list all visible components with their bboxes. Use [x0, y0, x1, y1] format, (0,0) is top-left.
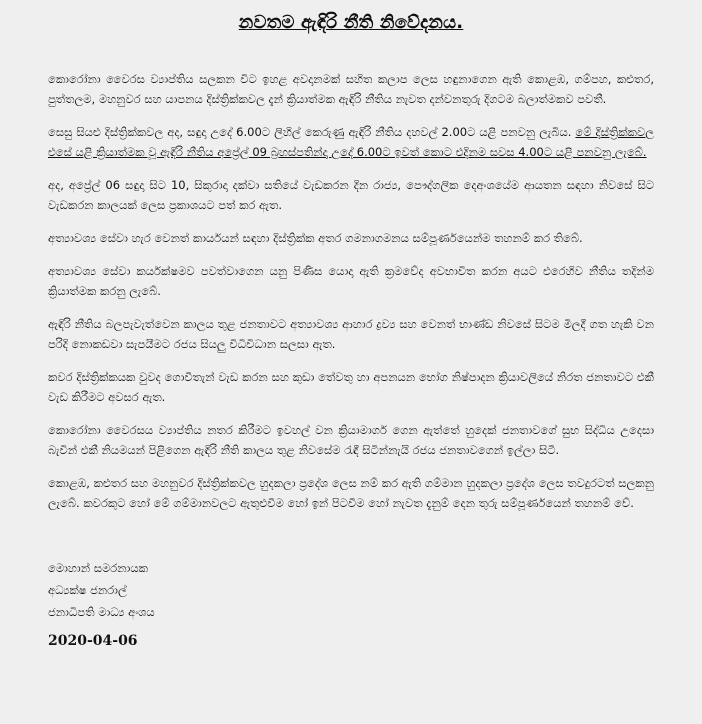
notice-date: 2020-04-06: [48, 633, 138, 649]
notice-title: නවතම ඇඳිරි නීති නිවේදනය.: [238, 12, 464, 33]
signature-department: ජනාධිපති මාධ්‍ය අංශය: [48, 605, 155, 619]
paragraph-travel-ban: අත්‍යාවශ්‍ය සේවා හැර වෙනත් කාර්යයන් සඳහා දිස්ත්‍රික්ක අතර ගමනාගමනය සම්පූර්ණයෙන්ම තහනම් කර තිබේ.: [48, 231, 583, 245]
paragraph-agriculture: කවර දිස්ත්‍රික්කයක වුවද ගොවීතැන් වැඩ කරන සහ කුඩා තේවතු හා අපනයන භෝග නිෂ්පාදන ක්‍රියාවලියේ නිරත ජනතාවට එකී වැඩ කිරීමට අවසර ඇත.: [48, 370, 654, 404]
paragraph-work-from-home: අද, අප්‍රේල් 06 සඳුදා සිට 10, සිකුරාදා දක්වා සතියේ වැඩකරන දින රාජ්‍ය, පෞද්ගලික දෙඅංශයේම ආයතන සඳහා නිවසේ සිට වැඩකරන කාලයක් ලෙස ප්‍රකාශයට පත් කර ඇත.: [48, 178, 654, 212]
paragraph-essential-supplies: ඇඳිරි නීතිය බලපැවැත්වෙන කාලය තුළ ජනතාවට අත්‍යාවශ්‍ය ආහාර ද්‍රව්‍ය සහ වෙනත් භාණ්ඩ නිවසේ සිටම මිලදී ගත හැකි වන පරිදි නොකඩවා සැපයීමට රජය සියලු විධිවිධාන සලසා ඇත.: [48, 317, 654, 351]
signature-position: අධ්‍යක්ෂ ජනරාල්: [48, 583, 127, 597]
signature-block: [48, 557, 654, 623]
signature-name: මොහාන් සමරනායක: [48, 561, 148, 575]
paragraph-other-districts-part-a: සෙසු සියළු දිස්ත්‍රික්කවල අද, සඳුදා උදේ 6.00ට ලිහිල් කෙරුණු ඇඳිරි නීතිය දහවල් 2.00ට යළි පනවනු ලැබිය.: [48, 125, 576, 139]
paragraph-stay-home: කොරෝනා වෛරසය ව්‍යාප්තිය නතර කිරීමට ඉවහල් වන ක්‍රියාමාර්ග ගෙන ඇත්තේ හුදෙක් ජනතාවගේ සුභ සිද්ධිය උදෙසා බැවින් එකී නියමයන් පිළිගෙන ඇඳිරි නීති කාලය තුළ නිවසේම රැඳී සිටින්නැයි රජය ජනතාවගෙන් ඉල්ලා සිටී.: [48, 423, 654, 457]
paragraph-other-districts: [48, 122, 654, 162]
paragraph-law-enforcement: අත්‍යාවශ්‍ය සේවා කර්යක්ෂමව පවත්වාගෙන යනු පිණිස යොදා ඇති ක්‍රමවේද අවභාවිත කරන අයට එරෙහිව නීතිය තදින්ම ක්‍රියාත්මක කරනු ලැබේ.: [48, 264, 654, 298]
paragraph-isolated-areas: කොළඹ, කළුතර සහ මහනුවර දිස්ත්‍රික්කවල හුදකලා ප්‍රදේශ ලෙස නම් කර ඇති ගම්මාන හුදකලා ප්‍රදේශ ලෙස තවදුරටත් සලකනු ලැබේ. කවරකුට හෝ මේ ගම්මානවලට ඇතුළුවීම හෝ ඉන් පිටවීම හෝ නැවත දැනුම් දෙන තුරු සම්පූර්ණයෙන් තහනම් වේ.: [48, 476, 654, 510]
paragraph-high-risk-districts: කොරෝනා වෛරස ව්‍යාප්තිය සලකන විට ඉහළ අවදානමක් සහිත කලාප ලෙස හඳුනාගෙන ඇති කොළඹ, ගම්පහ, කළුතර, පුත්තලම, මහනුවර සහ යාපනය දිස්ත්‍රික්කවල දැන් ක්‍රියාත්මක ඇඳිරි නීතිය නැවත දන්වනතුරු දිගටම බලාත්මකව පවතී.: [48, 72, 654, 106]
notice-body: [0, 69, 702, 649]
paragraph-other-districts-underlined: මේ දිස්ත්‍රික්කවල එසේ යළි ක්‍රියාත්මක වූ ඇඳිරි නීතිය අප්‍රේල් 09 බ්‍රහස්පතින්දා උදේ 6.00ට ඉවත් කොට එදිනම සවස 4.00ට යළි පනවනු ලැබේ.: [48, 125, 654, 159]
